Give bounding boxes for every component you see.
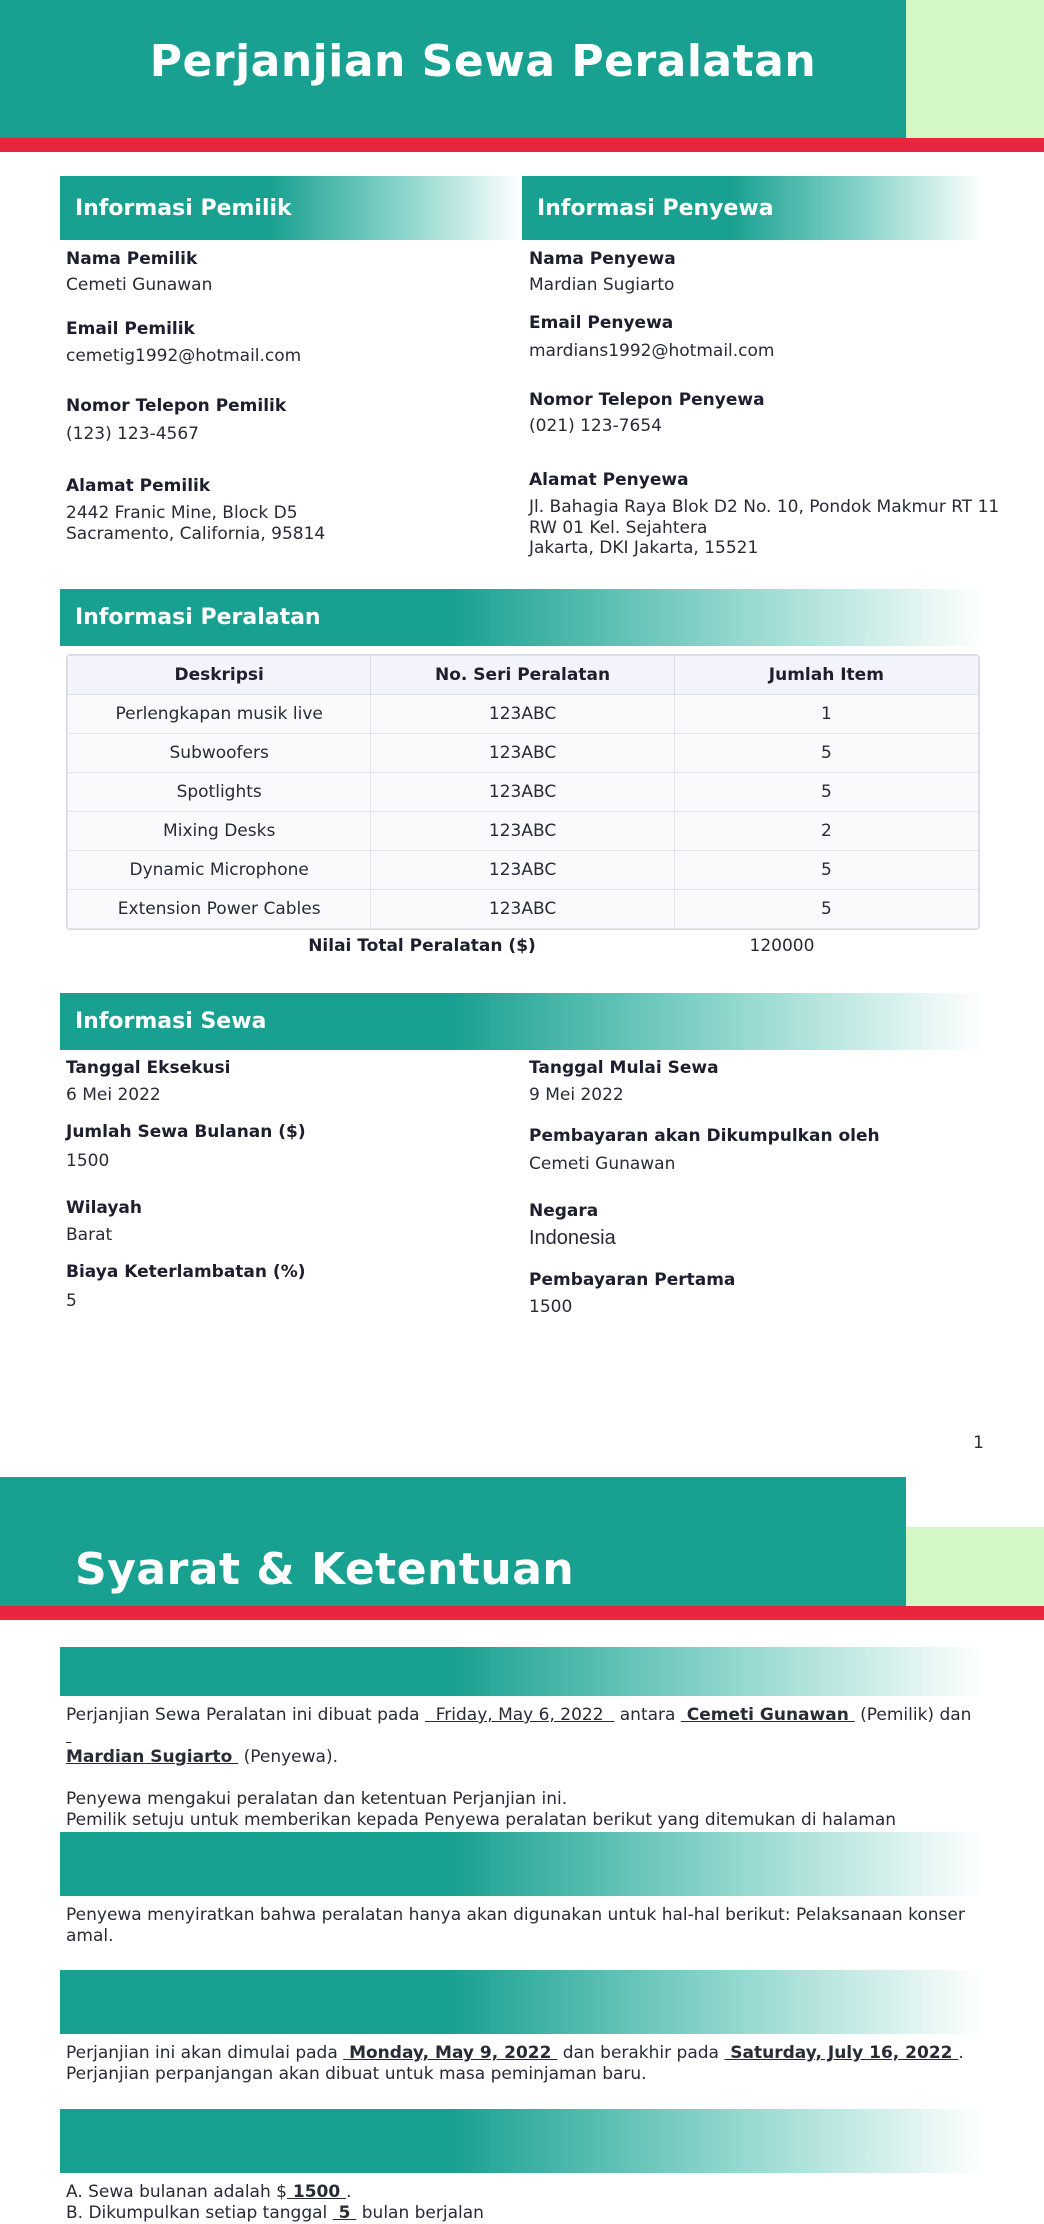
cell-description: Spotlights <box>68 773 371 812</box>
table-row <box>68 890 979 929</box>
cell-description: Extension Power Cables <box>68 890 371 929</box>
terms-section-header-4 <box>60 2109 984 2173</box>
cell-quantity: 1 <box>674 695 978 734</box>
start-date-label: Tanggal Mulai Sewa <box>529 1058 719 1078</box>
equipment-section-header: Informasi Peralatan <box>60 589 984 646</box>
table-row <box>68 734 979 773</box>
late-fee: 5 <box>66 1291 77 1311</box>
cell-quantity: 5 <box>674 890 978 929</box>
late-fee-label: Biaya Keterlambatan (%) <box>66 1262 306 1282</box>
renter-address-label: Alamat Penyewa <box>529 470 689 490</box>
collector-label: Pembayaran akan Dikumpulkan oleh <box>529 1126 880 1146</box>
terms-title: Syarat & Ketentuan <box>75 1544 575 1595</box>
owner-phone-label: Nomor Telepon Pemilik <box>66 396 287 416</box>
cell-serial: 123ABC <box>371 851 674 890</box>
terms-paragraph-2: Penyewa menyiratkan bahwa peralatan hanya akan digunakan untuk hal-hal berikut: Pelaksanaan konser amal. <box>66 1905 965 1946</box>
agreement-date: Friday, May 6, 2022 <box>424 1705 615 1725</box>
renter-name-ref: Mardian Sugiarto <box>66 1747 239 1767</box>
collection-day-ref: 5 <box>332 2203 357 2223</box>
renter-address-line2: RW 01 Kel. Sejahtera <box>529 518 708 538</box>
table-row <box>68 773 979 812</box>
country-label: Negara <box>529 1201 599 1221</box>
page2-banner-accent <box>906 1527 1044 1606</box>
first-payment: 1500 <box>529 1297 573 1317</box>
renter-section-header: Informasi Penyewa <box>522 176 984 240</box>
collector: Cemeti Gunawan <box>529 1154 676 1174</box>
renter-name-label: Nama Penyewa <box>529 249 676 269</box>
cell-description: Perlengkapan musik live <box>68 695 371 734</box>
page-title: Perjanjian Sewa Peralatan <box>149 36 817 87</box>
column-header-serial: No. Seri Peralatan <box>371 656 674 695</box>
owner-name: Cemeti Gunawan <box>66 275 213 295</box>
terms-p1-line1b: Mardian Sugiarto (Penyewa). <box>66 1747 338 1767</box>
exec-date-label: Tanggal Eksekusi <box>66 1058 231 1078</box>
cell-serial: 123ABC <box>371 695 674 734</box>
page1-red-stripe <box>0 138 1044 152</box>
cell-quantity: 2 <box>674 812 978 851</box>
renter-phone-label: Nomor Telepon Penyewa <box>529 390 765 410</box>
region: Barat <box>66 1225 113 1245</box>
renter-email-label: Email Penyewa <box>529 313 674 333</box>
column-header-description: Deskripsi <box>68 656 371 695</box>
renter-name: Mardian Sugiarto <box>529 275 675 295</box>
owner-address-line2: Sacramento, California, 95814 <box>66 524 326 544</box>
cell-serial: 123ABC <box>371 812 674 851</box>
equipment-table-wrap <box>66 654 980 930</box>
page-number: 1 <box>973 1433 984 1453</box>
terms-section-header-1 <box>60 1647 984 1696</box>
renter-address-line1: Jl. Bahagia Raya Blok D2 No. 10, Pondok Makmur RT 11 <box>529 497 1000 517</box>
terms-p1-line1: Perjanjian Sewa Peralatan ini dibuat pada Friday, May 6, 2022 antara Cemeti Gunawan (Pemilik) dan <box>66 1705 972 1725</box>
rental-section-header: Informasi Sewa <box>60 993 984 1050</box>
equipment-total-label: Nilai Total Peralatan ($) <box>308 936 536 956</box>
monthly-rent: 1500 <box>66 1151 110 1171</box>
terms-section-header-3 <box>60 1970 984 2034</box>
equipment-total-value: 120000 <box>749 936 815 956</box>
cell-quantity: 5 <box>674 734 978 773</box>
terms-paragraph-3: Perjanjian ini akan dimulai pada Monday, May 9, 2022 dan berakhir pada Saturday, July 16, 2022 . Perjanjian perpanjangan akan dibuat untuk masa peminjaman baru. <box>66 2043 964 2084</box>
terms-p1-line2: Penyewa mengakui peralatan dan ketentuan Perjanjian ini. <box>66 1789 568 1809</box>
table-row <box>68 851 979 890</box>
exec-date: 6 Mei 2022 <box>66 1085 161 1105</box>
cell-serial: 123ABC <box>371 890 674 929</box>
cell-serial: 123ABC <box>371 773 674 812</box>
terms-paragraph-4: A. Sewa bulanan adalah $ 1500 . B. Dikumpulkan setiap tanggal 5 bulan berjalan <box>66 2182 484 2223</box>
owner-phone: (123) 123-4567 <box>66 424 199 444</box>
terms-p1-line3: Pemilik setuju untuk memberikan kepada Penyewa peralatan berikut yang ditemukan di halaman <box>66 1810 897 1830</box>
owner-email-label: Email Pemilik <box>66 319 195 339</box>
country: Indonesia <box>529 1227 616 1249</box>
renter-email: mardians1992@hotmail.com <box>529 341 775 361</box>
column-header-quantity: Jumlah Item <box>674 656 978 695</box>
cell-description: Subwoofers <box>68 734 371 773</box>
start-date-ref: Monday, May 9, 2022 <box>343 2043 558 2063</box>
cell-quantity: 5 <box>674 773 978 812</box>
renter-address-line3: Jakarta, DKI Jakarta, 15521 <box>529 538 759 558</box>
page2-red-stripe <box>0 1606 1044 1620</box>
terms-paragraph-1 <box>66 1705 978 1852</box>
renter-phone: (021) 123-7654 <box>529 416 662 436</box>
table-row <box>68 812 979 851</box>
terms-section-header-2 <box>60 1832 984 1896</box>
start-date: 9 Mei 2022 <box>529 1085 624 1105</box>
owner-section-header: Informasi Pemilik <box>60 176 522 240</box>
region-label: Wilayah <box>66 1198 143 1218</box>
owner-name-ref: Cemeti Gunawan <box>680 1705 855 1725</box>
owner-email: cemetig1992@hotmail.com <box>66 346 302 366</box>
monthly-amount-ref: 1500 <box>286 2182 347 2202</box>
cell-description: Mixing Desks <box>68 812 371 851</box>
owner-name-label: Nama Pemilik <box>66 249 198 269</box>
monthly-rent-label: Jumlah Sewa Bulanan ($) <box>66 1122 306 1142</box>
end-date-ref: Saturday, July 16, 2022 <box>724 2043 959 2063</box>
cell-quantity: 5 <box>674 851 978 890</box>
table-row <box>68 695 979 734</box>
owner-address-label: Alamat Pemilik <box>66 476 211 496</box>
equipment-table <box>67 655 979 929</box>
table-header-row <box>68 656 979 695</box>
owner-address-line1: 2442 Franic Mine, Block D5 <box>66 503 298 523</box>
first-payment-label: Pembayaran Pertama <box>529 1270 736 1290</box>
cell-description: Dynamic Microphone <box>68 851 371 890</box>
cell-serial: 123ABC <box>371 734 674 773</box>
